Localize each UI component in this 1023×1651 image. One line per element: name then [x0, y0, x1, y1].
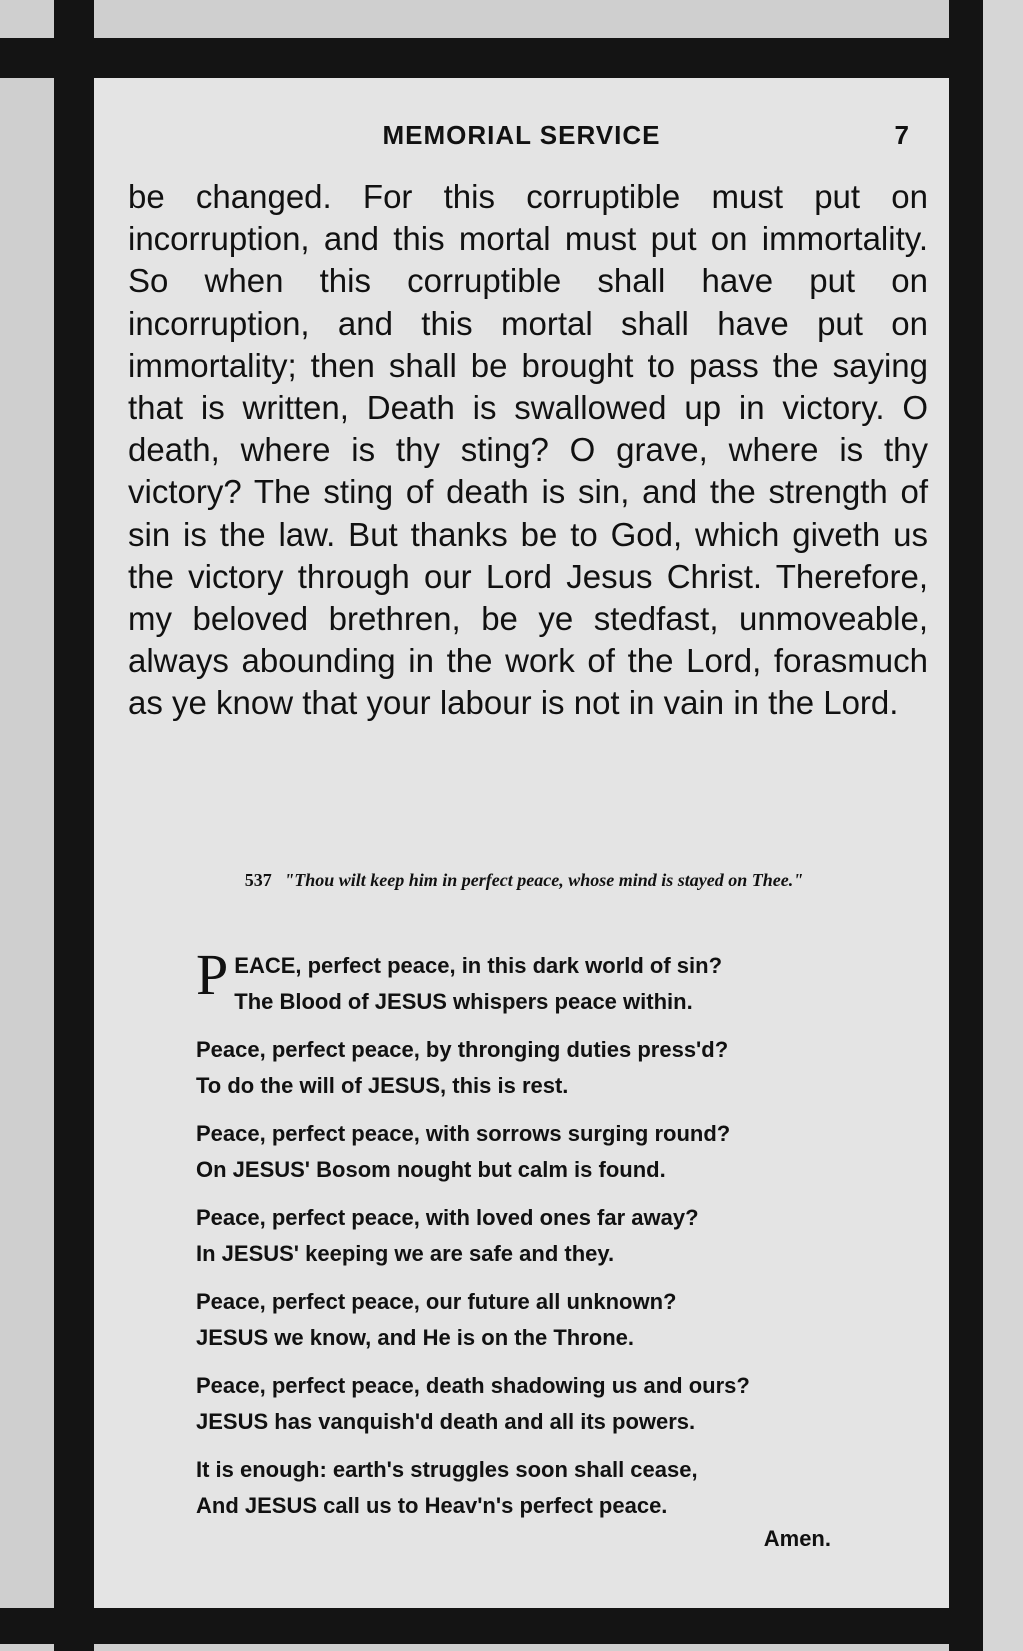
hymn-line: In JESUS' keeping we are safe and they. — [196, 1241, 615, 1266]
frame-left-bar — [54, 0, 94, 1651]
hymn-line: It is enough: earth's struggles soon shall cease, — [196, 1457, 698, 1482]
hymn-line: The Blood of JESUS whispers peace within. — [234, 989, 693, 1014]
hymn-stanza — [196, 1368, 916, 1440]
hymn-line: And JESUS call us to Heav'n's perfect peace. — [196, 1493, 668, 1518]
hymn-line: EACE, perfect peace, in this dark world of sin? — [234, 953, 723, 978]
hymn-stanza — [196, 1452, 916, 1524]
hymn-text — [196, 942, 916, 1536]
running-head: MEMORIAL SERVICE — [382, 120, 661, 150]
hymn-line: On JESUS' Bosom nought but calm is found. — [196, 1157, 666, 1182]
hymn-line: Peace, perfect peace, with loved ones far away? — [196, 1205, 699, 1230]
hymn-line: JESUS we know, and He is on the Throne. — [196, 1325, 635, 1350]
hymn-epigraph: "Thou wilt keep him in perfect peace, whose mind is stayed on Thee." — [284, 870, 804, 890]
frame-right-bar — [949, 0, 983, 1651]
frame-bottom-bar — [0, 1608, 1023, 1644]
hymn-line: Peace, perfect peace, death shadowing us and ours? — [196, 1373, 750, 1398]
hymn-line: To do the will of JESUS, this is rest. — [196, 1073, 569, 1098]
hymn-line: Peace, perfect peace, by thronging duties press'd? — [196, 1037, 729, 1062]
hymn-heading — [214, 864, 834, 896]
frame-top-bar — [0, 38, 1023, 78]
scripture-passage — [128, 176, 928, 725]
page-number: 7 — [894, 120, 909, 150]
scripture-text: be changed. For this corruptible must put on incorruption, and this mortal must put on immortality. So when this corruptible shall have put on incorruption, and this mortal shall have put on immortality; then shall be brought to pass the saying that is written, Death is swallowed up in victory. O death, where is thy sting? O grave, where is thy victory? The sting of death is sin, and the strength of sin is the law. But thanks be to God, which giveth us the victory through our Lord Jesus Christ. Therefore, my beloved brethren, be ye stedfast, unmoveable, always abounding in the work of the Lord, forasmuch as ye know that your labour is not in vain in the Lord. — [128, 178, 928, 722]
hymn-stanza — [196, 1284, 916, 1356]
hymn-stanza — [196, 1032, 916, 1104]
hymn-stanza — [196, 1116, 916, 1188]
hymn-number: 537 — [244, 870, 272, 890]
hymn-stanza — [196, 942, 916, 1020]
hymn-line: Peace, perfect peace, our future all unknown? — [196, 1289, 677, 1314]
book-page — [94, 78, 949, 1608]
hymn-line: JESUS has vanquish'd death and all its powers. — [196, 1409, 696, 1434]
hymn-line: Peace, perfect peace, with sorrows surging round? — [196, 1121, 731, 1146]
hymn-amen: Amen. — [763, 1526, 831, 1551]
page-edge — [983, 0, 1023, 1651]
drop-cap: P — [196, 942, 229, 1007]
hymn-stanza — [196, 1200, 916, 1272]
